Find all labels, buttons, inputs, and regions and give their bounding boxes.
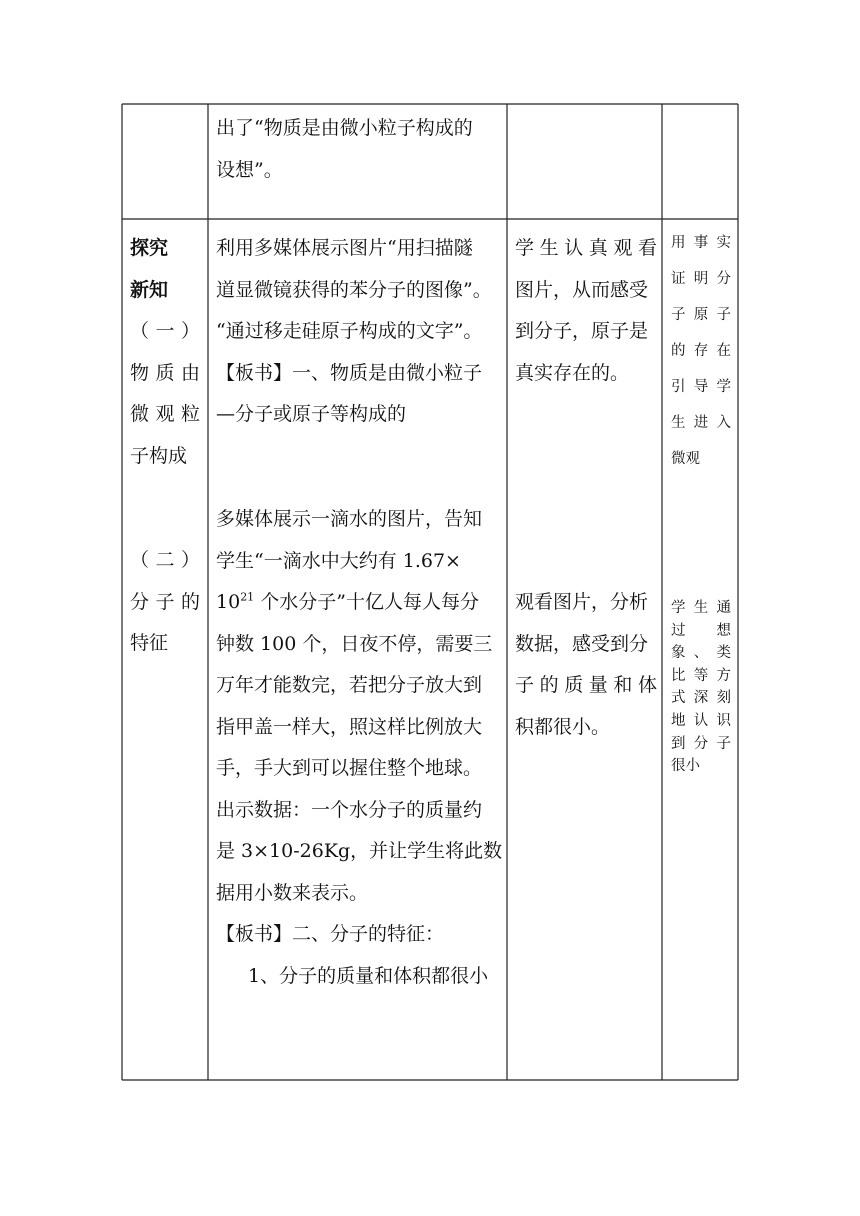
text-line: 证明分: [671, 271, 731, 287]
text-line: 过 想: [671, 622, 731, 639]
text-line: 万年才能数完，若把分子放大到: [216, 674, 483, 696]
text-line: 积都很小。: [515, 715, 611, 738]
section-cell: [130, 228, 200, 477]
text-line: 子的质量和体: [515, 674, 657, 696]
text-line: 很小: [671, 758, 700, 775]
text-line-with-exponent: [216, 582, 506, 624]
text-line: 利用多媒体展示图片“用扫描隧: [216, 237, 473, 259]
text-line: 出示数据：一个水分子的质量约: [216, 798, 483, 821]
student-activity-cell-2: [515, 582, 657, 748]
text-line: 指甲盖一样大，照这样比例放大: [216, 715, 483, 738]
exponent-power: 21: [240, 590, 255, 604]
text-line: 到分子，原子是: [515, 320, 649, 342]
text-line: “通过移走硅原子构成的文字”。: [216, 320, 483, 342]
row1-content-cell: [216, 108, 501, 191]
text-line: 学生认真观看: [515, 237, 657, 259]
text-line: 的存在: [671, 343, 731, 359]
blackboard-line: 【板书】二、分子的特征：: [216, 923, 445, 945]
blackboard-line: 【板书】一、物质是由微小粒子: [216, 361, 483, 384]
text-line: 用事实: [671, 235, 731, 251]
subsection-title-line: 子构成: [130, 444, 188, 467]
text-line: 手，手大到可以握住整个地球。: [216, 757, 483, 779]
blackboard-item: 1、分子的质量和体积都很小: [248, 964, 489, 987]
text-line: 是 3×10-26Kg，并让学生将此数: [216, 840, 503, 862]
text-line: 图片，从而感受: [515, 278, 649, 301]
design-intent-cell-1: [671, 225, 731, 477]
subsection-title-line: 微观粒: [130, 403, 200, 425]
text-line: 真实存在的。: [515, 361, 630, 384]
text-rest: 个水分子”十亿人每人每分: [254, 591, 479, 613]
text-line: 设想”。: [216, 158, 283, 181]
text-line: 多媒体展示一滴水的图片，告知: [216, 508, 483, 530]
text-line: 学生“一滴水中大约有 1.67×: [216, 549, 461, 572]
subsection-number: （二）: [130, 549, 200, 571]
text-line: 数据，感受到分: [515, 632, 649, 655]
text-line: —分子或原子等构成的: [216, 403, 407, 425]
teacher-activity-cell-1: [216, 228, 506, 436]
subsection-title-line: 分子的: [130, 590, 200, 613]
text-line: 象、类: [671, 645, 731, 662]
student-activity-cell-1: [515, 228, 657, 394]
text-line: 到分子: [671, 735, 731, 752]
text-line: 据用小数来表示。: [216, 881, 369, 904]
text-line: 式深刻: [671, 690, 731, 707]
section-cell-2: [130, 540, 200, 665]
section-title-line: 探究: [130, 237, 169, 259]
text-line: 钟数 100 个，日夜不停，需要三: [216, 632, 493, 655]
subsection-title-line: 特征: [130, 632, 169, 654]
text-line: 微观: [671, 451, 700, 467]
teacher-activity-cell-2: [216, 499, 506, 997]
text-line: 生进入: [671, 415, 731, 431]
text-line: 学生通: [671, 600, 731, 616]
design-intent-cell-2: [671, 597, 731, 778]
text-line: 子原子: [671, 307, 731, 323]
section-title-line: 新知: [130, 278, 169, 301]
text-line: 道显微镜获得的苯分子的图像”。: [216, 278, 492, 301]
text-line: 比等方: [671, 667, 731, 684]
text-line: 地认识: [671, 712, 731, 729]
exponent-base: 10: [216, 591, 241, 613]
text-line: 观看图片，分析: [515, 591, 649, 613]
text-line: 引导学: [671, 379, 731, 395]
subsection-title-line: 物质由: [130, 361, 200, 384]
subsection-number: （一）: [130, 320, 200, 342]
text-line: 出了“物质是由微小粒子构成的: [216, 117, 473, 139]
